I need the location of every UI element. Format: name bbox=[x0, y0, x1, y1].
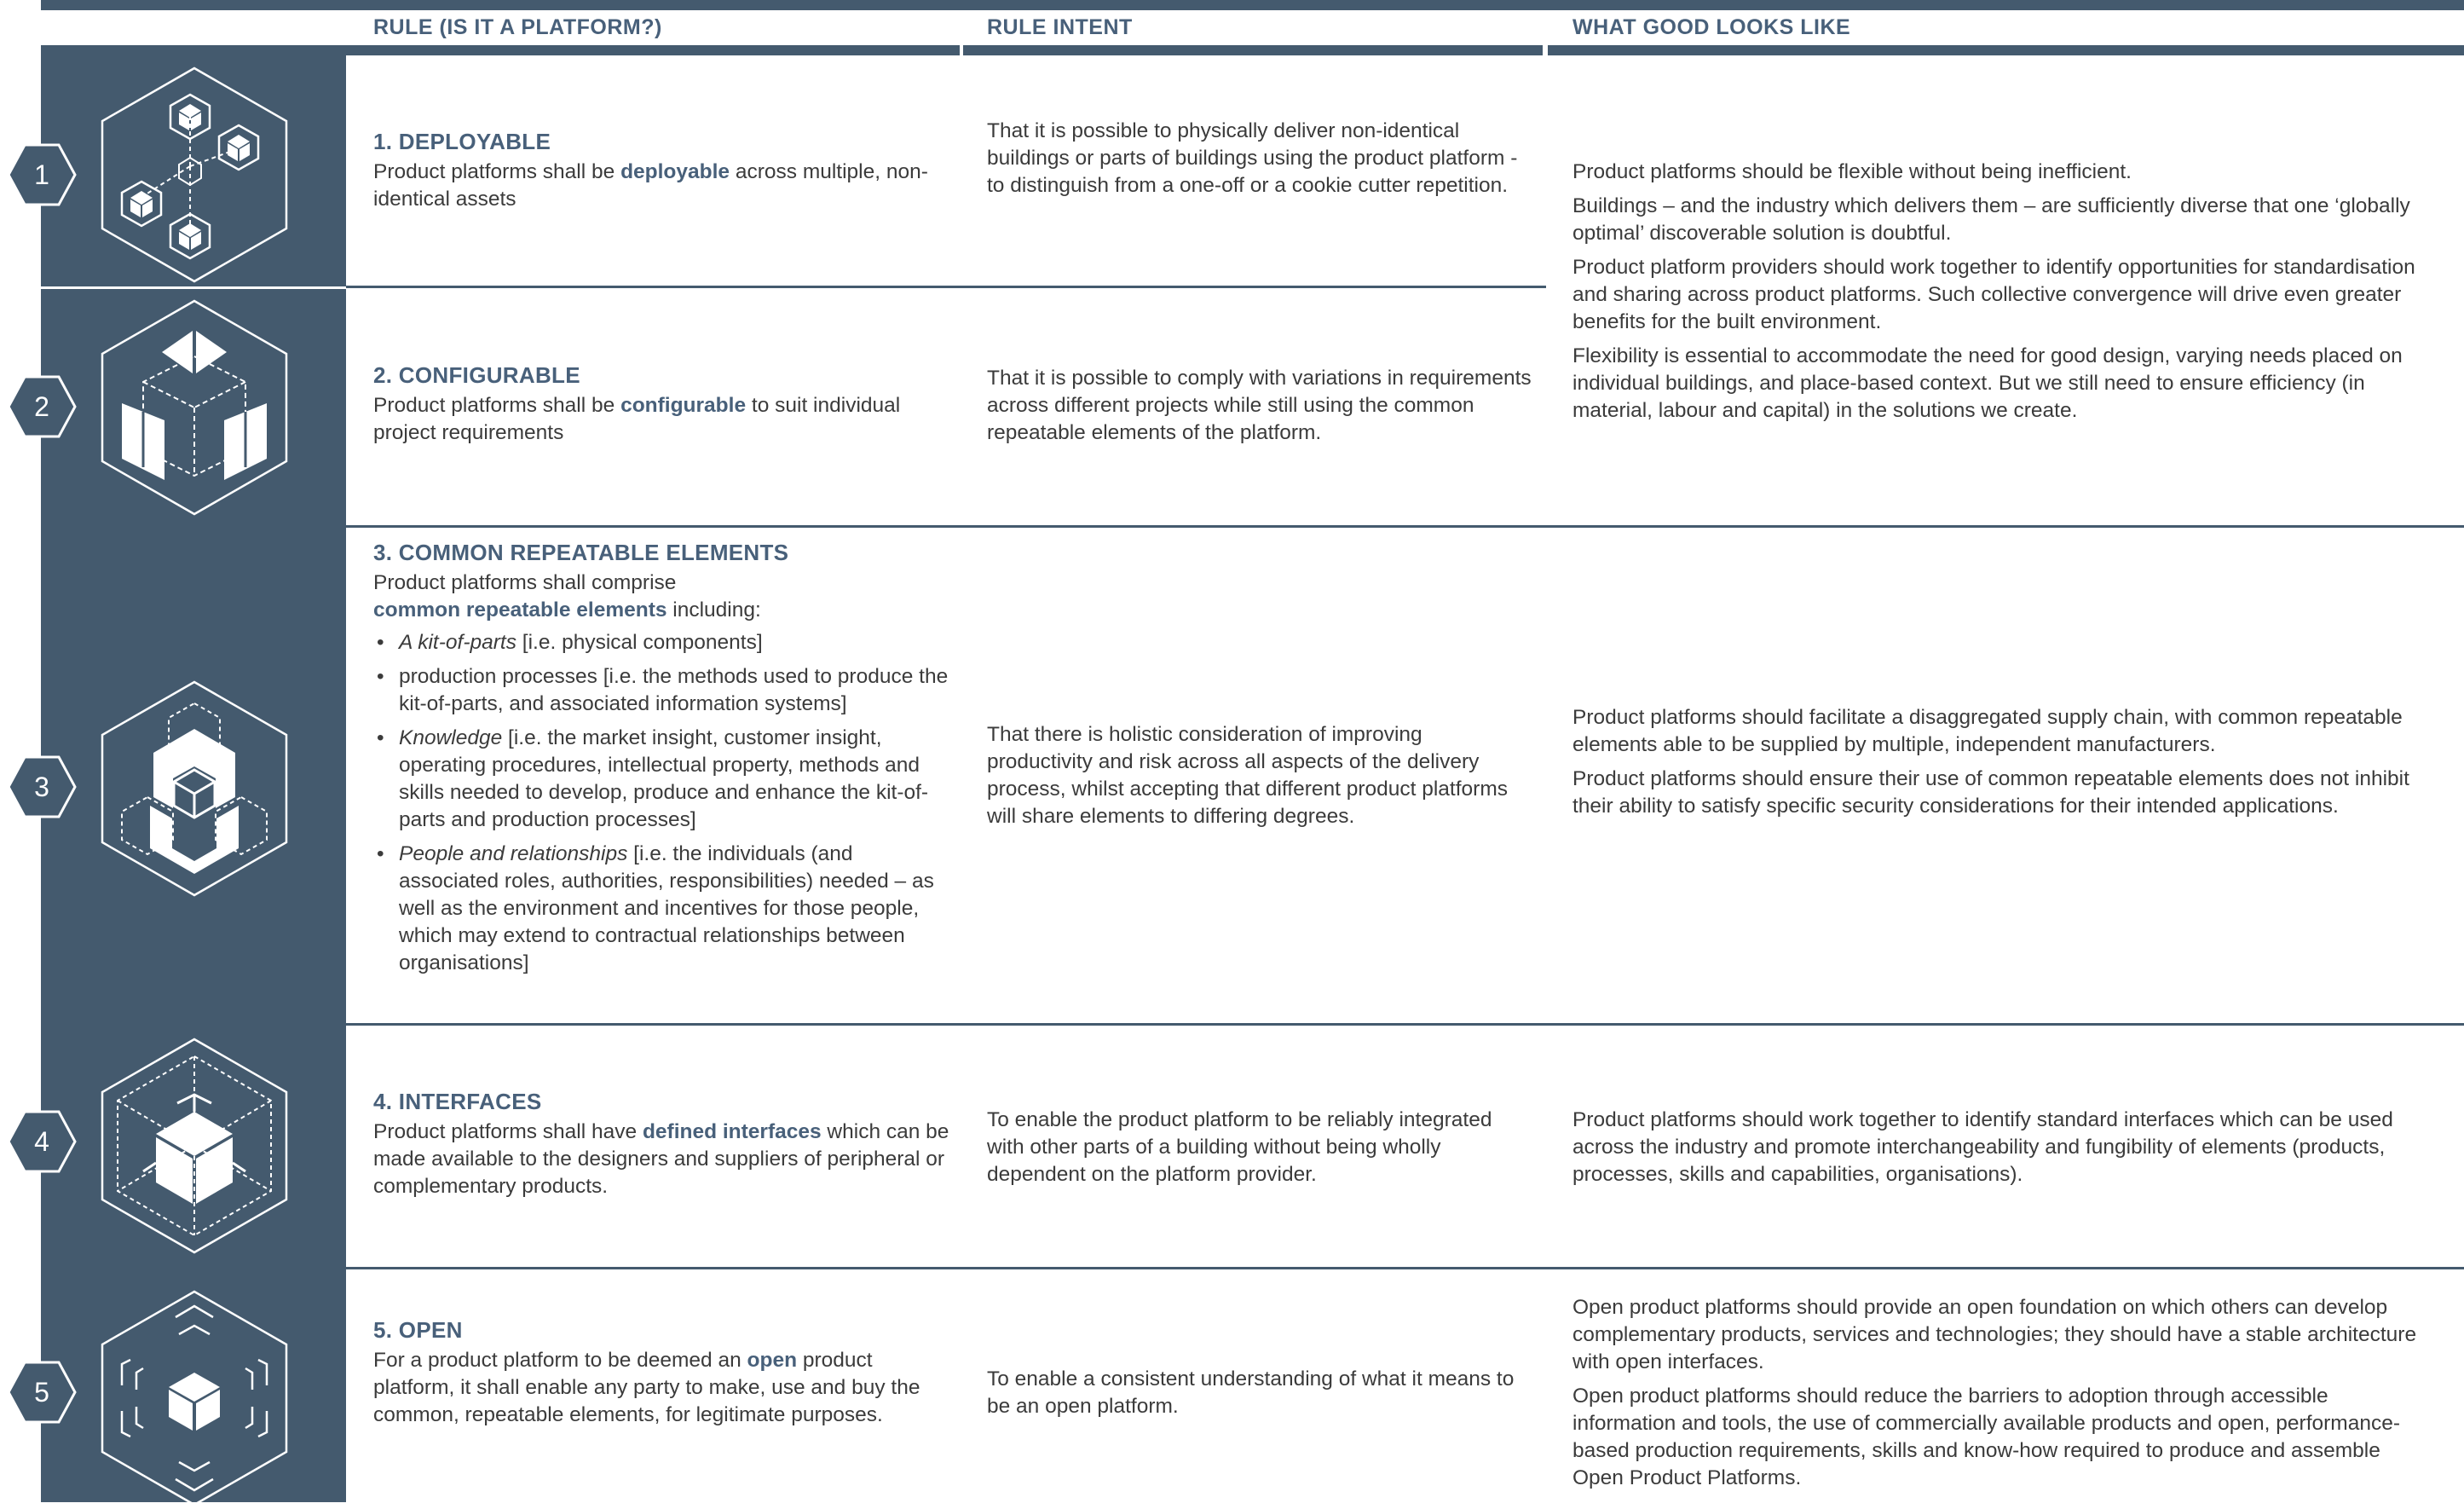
rule-keyword: common repeatable elements bbox=[373, 598, 667, 622]
row-number: 3 bbox=[34, 772, 49, 802]
row-separator-4 bbox=[41, 1267, 2464, 1269]
good-cell bbox=[1572, 704, 2433, 827]
bullet-text: production processes [i.e. the methods used to produce the kit-of-parts, and associated information systems] bbox=[399, 665, 949, 715]
rule-title: 4. INTERFACES bbox=[373, 1089, 542, 1114]
row-number-badge bbox=[7, 1110, 77, 1173]
intent-cell: That it is possible to physically deliver non-identical buildings or parts of buildings using the product platform - to distinguish from a one-off or a cookie cutter repetition. bbox=[987, 119, 1518, 197]
header-good: WHAT GOOD LOOKS LIKE bbox=[1572, 15, 1851, 39]
header-intent-line bbox=[963, 45, 1543, 55]
rule-title: 1. DEPLOYABLE bbox=[373, 129, 551, 154]
good-paragraph: Product platforms should be flexible without being inefficient. bbox=[1572, 160, 2132, 183]
bullet-emphasis: People and relationships bbox=[399, 842, 628, 865]
bullet-text: [i.e. the market insight, customer insight, operating procedures, intellectual property, methods and skills needed to develop, produce and enhance the kit-of-parts and production processes] bbox=[399, 726, 929, 831]
rule-bullet-list bbox=[373, 629, 953, 977]
interfaces-cube-icon bbox=[84, 1035, 305, 1257]
rule-text: Product platforms shall have bbox=[373, 1120, 643, 1143]
header-good-line bbox=[1548, 45, 2464, 55]
bullet-text: [i.e. the individuals (and associated roles, authorities, responsibilities) needed – as well as the environment and incentives for those people, which may extend to contractual relationships between organisations] bbox=[399, 842, 934, 974]
good-cell bbox=[1572, 1107, 2433, 1195]
intent-cell: That there is holistic consideration of improving productivity and risk across all aspects of the delivery process, whilst accepting that different product platforms will share elements to differing degrees. bbox=[987, 723, 1508, 828]
icon-separator-1 bbox=[41, 286, 346, 289]
rule-cell bbox=[373, 1088, 953, 1200]
rule-title: 2. CONFIGURABLE bbox=[373, 362, 580, 388]
bullet-emphasis: A kit-of-parts bbox=[399, 631, 516, 654]
rule-text: to suit individual project requirements bbox=[373, 394, 901, 444]
configurable-box-icon bbox=[84, 297, 305, 518]
rule-title: 3. COMMON REPEATABLE ELEMENTS bbox=[373, 540, 789, 565]
rule-text: across multiple, non-identical assets bbox=[373, 160, 928, 211]
bullet-emphasis: Knowledge bbox=[399, 726, 503, 749]
rule-keyword: configurable bbox=[620, 394, 747, 417]
rule-text: product platform, it shall enable any party to make, use and buy the common, repeatable elements, for legitimate purposes. bbox=[373, 1349, 920, 1426]
rule-bullet bbox=[373, 663, 953, 718]
network-cubes-icon bbox=[84, 64, 305, 286]
open-cube-icon bbox=[84, 1287, 305, 1509]
row-number-badge bbox=[7, 1361, 77, 1424]
good-cell bbox=[1572, 159, 2433, 431]
good-paragraph: Product platform providers should work together to identify opportunities for standardisation and sharing across product platforms. Such collective convergence will drive even greater benefits for the built environment. bbox=[1572, 256, 2415, 333]
row-number: 5 bbox=[34, 1377, 49, 1408]
rule-title: 5. OPEN bbox=[373, 1317, 463, 1343]
top-band bbox=[41, 0, 2464, 10]
intent-cell: To enable the product platform to be reliably integrated with other parts of a building without being wholly dependent on the platform provider. bbox=[987, 1108, 1492, 1186]
repeatable-elements-icon bbox=[84, 678, 305, 899]
row-number-badge bbox=[7, 143, 77, 206]
bullet-text: [i.e. physical components] bbox=[516, 631, 763, 654]
row-separator-2 bbox=[41, 525, 2464, 528]
row-number-badge bbox=[7, 755, 77, 818]
rule-text: which can be made available to the designers and suppliers of peripheral or complementary products. bbox=[373, 1120, 949, 1198]
rule-bullet bbox=[373, 629, 953, 656]
row-number-badge bbox=[7, 375, 77, 438]
good-paragraph: Product platforms should work together to identify standard interfaces which can be used across the industry and promote interchangeability and fungibility of elements (products, processes, skills and capabilities, organisations). bbox=[1572, 1108, 2393, 1186]
header-rule-line bbox=[346, 45, 960, 55]
header-intent: RULE INTENT bbox=[987, 15, 1133, 39]
rule-cell bbox=[373, 128, 953, 213]
row-separator-3 bbox=[41, 1023, 2464, 1026]
good-paragraph: Product platforms should ensure their use of common repeatable elements does not inhibit their ability to satisfy specific security considerations for their intended applications. bbox=[1572, 767, 2409, 818]
rule-cell bbox=[373, 539, 953, 984]
rule-text: Product platforms shall be bbox=[373, 160, 621, 183]
row-number: 4 bbox=[34, 1126, 49, 1157]
good-cell bbox=[1572, 1294, 2433, 1499]
row-number: 1 bbox=[34, 159, 49, 190]
rule-keyword: defined interfaces bbox=[642, 1120, 822, 1143]
rule-keyword: deployable bbox=[620, 160, 730, 183]
rule-text: For a product platform to be deemed an bbox=[373, 1349, 747, 1372]
rule-keyword: open bbox=[747, 1349, 798, 1372]
rule-text: Product platforms shall comprise bbox=[373, 571, 677, 594]
intent-cell: That it is possible to comply with variations in requirements across different projects while still using the common repeatable elements of the platform. bbox=[987, 367, 1532, 444]
good-paragraph: Open product platforms should reduce the barriers to adoption through accessible information and tools, the use of commercially available products and open, performance-based production requirements, skills and know-how required to produce and assemble Open Product Platforms. bbox=[1572, 1385, 2400, 1489]
good-paragraph: Open product platforms should provide an open foundation on which others can develop complementary products, services and technologies; they should have a stable architecture with open interfaces. bbox=[1572, 1296, 2417, 1373]
rule-cell bbox=[373, 361, 953, 447]
rule-bullet bbox=[373, 725, 953, 834]
header-rule: RULE (IS IT A PLATFORM?) bbox=[373, 15, 662, 39]
rule-bullet bbox=[373, 841, 953, 977]
good-paragraph: Flexibility is essential to accommodate the need for good design, varying needs placed on individual buildings, and place-based context. But we still need to ensure efficiency (in material, labour and capital) in the solutions we create. bbox=[1572, 344, 2403, 422]
intent-cell: To enable a consistent understanding of what it means to be an open platform. bbox=[987, 1367, 1515, 1418]
rule-text: including: bbox=[666, 598, 761, 622]
good-paragraph: Buildings – and the industry which delivers them – are sufficiently diverse that one ‘globally optimal’ discoverable solution is doubtful. bbox=[1572, 194, 2410, 245]
rule-text: Product platforms shall be bbox=[373, 394, 621, 417]
rule-cell bbox=[373, 1316, 953, 1429]
row-separator-1 bbox=[346, 286, 1546, 288]
good-paragraph: Product platforms should facilitate a disaggregated supply chain, with common repeatable elements able to be supplied by multiple, independent manufacturers. bbox=[1572, 706, 2403, 756]
row-number: 2 bbox=[34, 391, 49, 422]
